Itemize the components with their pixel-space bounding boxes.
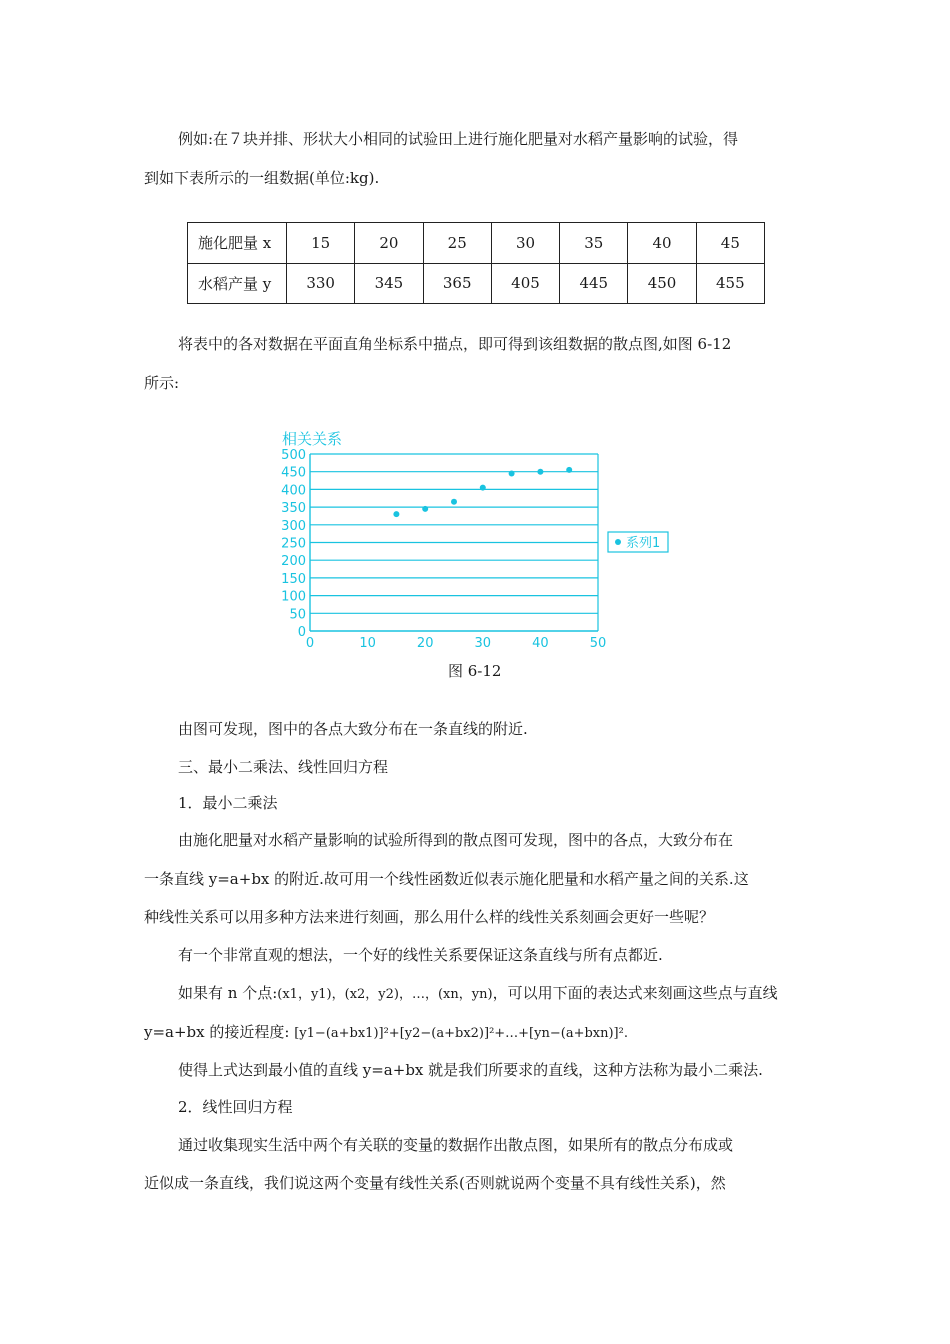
p3-line2-lead: y=a+bx 的接近程度:	[144, 1023, 290, 1041]
p3-lead: 如果有 n 个点:	[178, 984, 278, 1002]
table-cell: 445	[560, 263, 628, 304]
x-tick-label: 50	[589, 636, 607, 651]
table-row-header: 施化肥量 x	[188, 223, 287, 264]
data-point	[537, 469, 543, 475]
x-tick-label: 40	[532, 636, 549, 651]
scatter-intro-line-1: 将表中的各对数据在平面直角坐标系中描点，即可得到该组数据的散点图,如图 6-12	[178, 335, 732, 353]
table-cell: 330	[287, 263, 355, 304]
table-cell: 30	[491, 223, 559, 264]
table-cell: 405	[491, 263, 559, 304]
observation-text: 由图可发现，图中的各点大致分布在一条直线的附近.	[178, 720, 528, 738]
data-point	[422, 506, 428, 512]
p1-line-1: 由施化肥量对水稻产量影响的试验所得到的散点图可发现，图中的各点，大致分布在	[178, 831, 734, 849]
y-tick-label: 250	[281, 536, 306, 552]
p4-text: 使得上式达到最小值的直线 y=a+bx 就是我们所要求的直线，这种方法称为最小二乘法.	[178, 1061, 763, 1079]
y-tick-label: 400	[281, 483, 306, 499]
p1-line-2: 一条直线 y=a+bx 的附近.故可用一个线性函数近似表示施化肥量和水稻产量之间的关系.这	[144, 870, 749, 888]
y-tick-label: 100	[281, 589, 306, 605]
y-tick-label: 50	[289, 607, 306, 623]
y-tick-label: 150	[281, 571, 306, 587]
table-cell: 25	[423, 223, 491, 264]
figure-caption: 图 6-12	[448, 662, 502, 680]
y-tick-label: 300	[281, 518, 306, 534]
table-cell: 15	[287, 223, 355, 264]
data-table	[187, 222, 765, 304]
scatter-chart	[270, 424, 690, 654]
table-cell: 35	[560, 223, 628, 264]
x-tick-label: 20	[416, 636, 434, 651]
y-tick-label: 200	[281, 554, 306, 570]
data-point	[566, 467, 572, 473]
table-row	[188, 263, 765, 304]
table-cell: 40	[628, 223, 696, 264]
table-row	[188, 223, 765, 264]
p3-points: (x1，y1)，(x2，y2)，…，(xn，yn)	[277, 987, 493, 1002]
y-tick-label: 0	[297, 625, 306, 640]
p1-line-3: 种线性关系可以用多种方法来进行刻画，那么用什么样的线性关系刻画会更好一些呢？	[144, 908, 715, 926]
legend-marker	[615, 539, 621, 545]
data-point	[509, 470, 515, 476]
p5-line-1: 通过收集现实生活中两个有关联的变量的数据作出散点图，如果所有的散点分布成或	[178, 1136, 734, 1154]
data-point	[393, 511, 399, 517]
p5-line-2: 近似成一条直线，我们说这两个变量有线性关系(否则就说两个变量不具有线性关系)，然	[144, 1174, 726, 1192]
section-title: 三、最小二乘法、线性回归方程	[178, 758, 389, 776]
y-tick-label: 350	[281, 501, 306, 517]
x-tick-label: 10	[359, 636, 376, 651]
table-cell: 455	[696, 263, 764, 304]
data-point	[480, 485, 486, 491]
table-row-header: 水稻产量 y	[188, 263, 287, 304]
subsection-title-1: 1．最小二乘法	[178, 794, 278, 812]
subsection-title-2: 2．线性回归方程	[178, 1098, 293, 1116]
p3-line-1	[178, 982, 778, 1003]
x-tick-label: 30	[474, 636, 492, 651]
y-tick-label: 450	[281, 465, 306, 481]
p3-expression: [y1−(a+bx1)]²+[y2−(a+bx2)]²+…+[yn−(a+bxn)]².	[294, 1026, 628, 1041]
y-tick-label: 500	[281, 448, 306, 463]
intro-line-1: 例如:在７块并排、形状大小相同的试验田上进行施化肥量对水稻产量影响的试验，得	[178, 130, 739, 148]
table-cell: 20	[355, 223, 423, 264]
intro-line-2: 到如下表所示的一组数据(单位:kg).	[144, 169, 380, 187]
x-tick-label: 0	[305, 636, 315, 651]
p3-tail: ，可以用下面的表达式来刻画这些点与直线	[492, 984, 778, 1002]
table-cell: 45	[696, 223, 764, 264]
table-cell: 365	[423, 263, 491, 304]
scatter-intro-line-2: 所示:	[144, 374, 180, 392]
data-point	[451, 499, 457, 505]
table-cell: 345	[355, 263, 423, 304]
legend-label: 系列1	[626, 536, 661, 551]
p3-line-2	[144, 1021, 628, 1042]
chart-title: 相关关系	[282, 430, 343, 448]
p2-text: 有一个非常直观的想法，一个好的线性关系要保证这条直线与所有点都近.	[178, 946, 663, 964]
table-cell: 450	[628, 263, 696, 304]
